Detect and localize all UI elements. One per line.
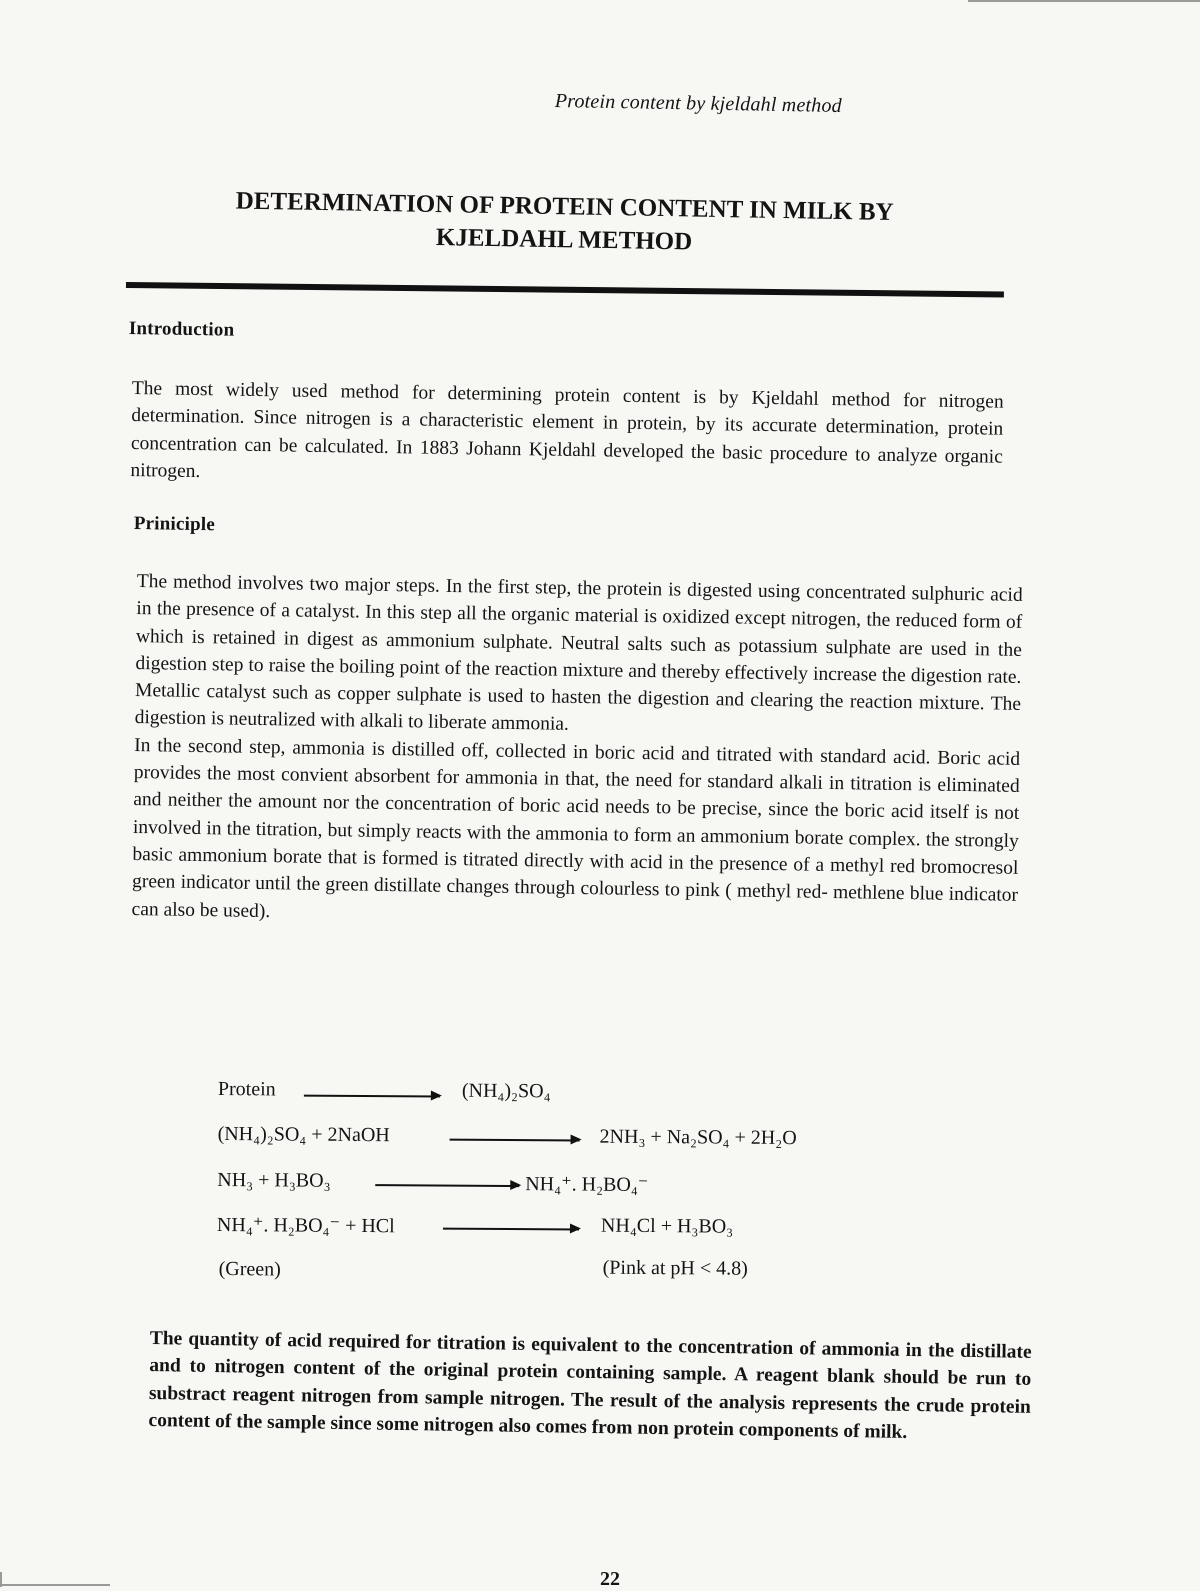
reaction-4-reactants: NH₄⁺. H₂BO₄⁻ + HCl — [216, 1213, 395, 1238]
reaction-note-pink: (Pink at pH < 4.8) — [602, 1256, 748, 1280]
page-title-line-2: KJELDAHL METHOD — [435, 224, 693, 256]
reaction-2-reactants: (NH₄)₂SO₄ + 2NaOH — [217, 1122, 390, 1147]
introduction-text: The most widely used method for determining protein content is by Kjeldahl method for nitrogen determination. Since nitrogen is a characteristic element in protein, by its accurate determination, protein concentration can be calculated. In 1883 Johann Kjeldahl developed the basic procedure to analyze organic nitrogen. — [130, 377, 1004, 482]
scan-edge-bottom — [0, 1584, 110, 1586]
reaction-1-arrow — [304, 1095, 440, 1097]
reaction-4-products: NH₄Cl + H₃BO₃ — [600, 1214, 734, 1238]
principle-section — [131, 568, 1022, 937]
title-rule — [126, 282, 1004, 298]
reaction-3-products: NH₄⁺. H₂BO₄⁻ — [525, 1173, 649, 1197]
page-title-line-1: DETERMINATION OF PROTEIN CONTENT IN MILK BY — [235, 187, 894, 226]
reaction-4-arrow — [443, 1228, 579, 1230]
reaction-2-products: 2NH₃ + Na₂SO₄ + 2H₂O — [599, 1125, 797, 1150]
reaction-1-products: (NH₄)₂SO₄ — [461, 1079, 551, 1103]
page-number: 22 — [600, 1568, 620, 1590]
page-title — [149, 183, 980, 263]
reaction-3-arrow — [375, 1184, 519, 1187]
reaction-equations — [217, 1078, 858, 1292]
scan-edge-top — [968, 0, 1200, 2]
reaction-note-green: (Green) — [218, 1258, 281, 1281]
principle-heading: Priniciple — [133, 513, 216, 536]
reaction-3-reactants: NH₃ + H₃BO₃ — [217, 1168, 331, 1192]
running-header: Protein content by kjeldahl method — [554, 90, 843, 118]
conclusion-text: The quantity of acid required for titration is equivalent to the concentration of ammonia in the distillate and to nitrogen content of the original protein containing sample. A reagent blank should be run to substract reagent nitrogen from sample nitrogen. The result of the analysis represents the crude protein content of the sample since some nitrogen also comes from non protein components of milk. — [148, 1327, 1032, 1443]
reaction-1-reactants: Protein — [217, 1078, 276, 1101]
introduction-heading: Introduction — [128, 318, 235, 341]
reaction-2-arrow — [450, 1139, 580, 1141]
principle-paragraph-2: In the second step, ammonia is distilled off, collected in boric acid and titrated with standard acid. Boric acid provides the most convient absorbent for ammonia in that, the need for standard alkali in titration is eliminated and neither the amount nor the concentration of boric acid needs to be precise, since the boric acid itself is not involved in the titration, but simply reacts with the ammonia to form an ammonium borate complex. the strongly basic ammonium borate that is formed is titrated directly with acid in the presence of a methyl red bromocresol green indicator until the green distillate changes through colourless to pink ( methyl red- methlene blue indicator can also be used). — [131, 734, 1021, 922]
principle-paragraph-1: The method involves two major steps. In the first step, the protein is digested using concentrated sulphuric acid in the presence of a catalyst. In this step all the organic material is oxidized except nitrogen, the reduced form of which is retained in digest as ammonium sulphate. Neutral salts such as potassium sulphate are used in the digestion step to raise the boiling point of the reaction mixture and thereby effectively increase the digestion rate. Metallic catalyst such as copper sulphate is used to hasten the digestion and clearing the reaction mixture. The digestion is neutralized with alkali to liberate ammonia. — [134, 570, 1023, 736]
